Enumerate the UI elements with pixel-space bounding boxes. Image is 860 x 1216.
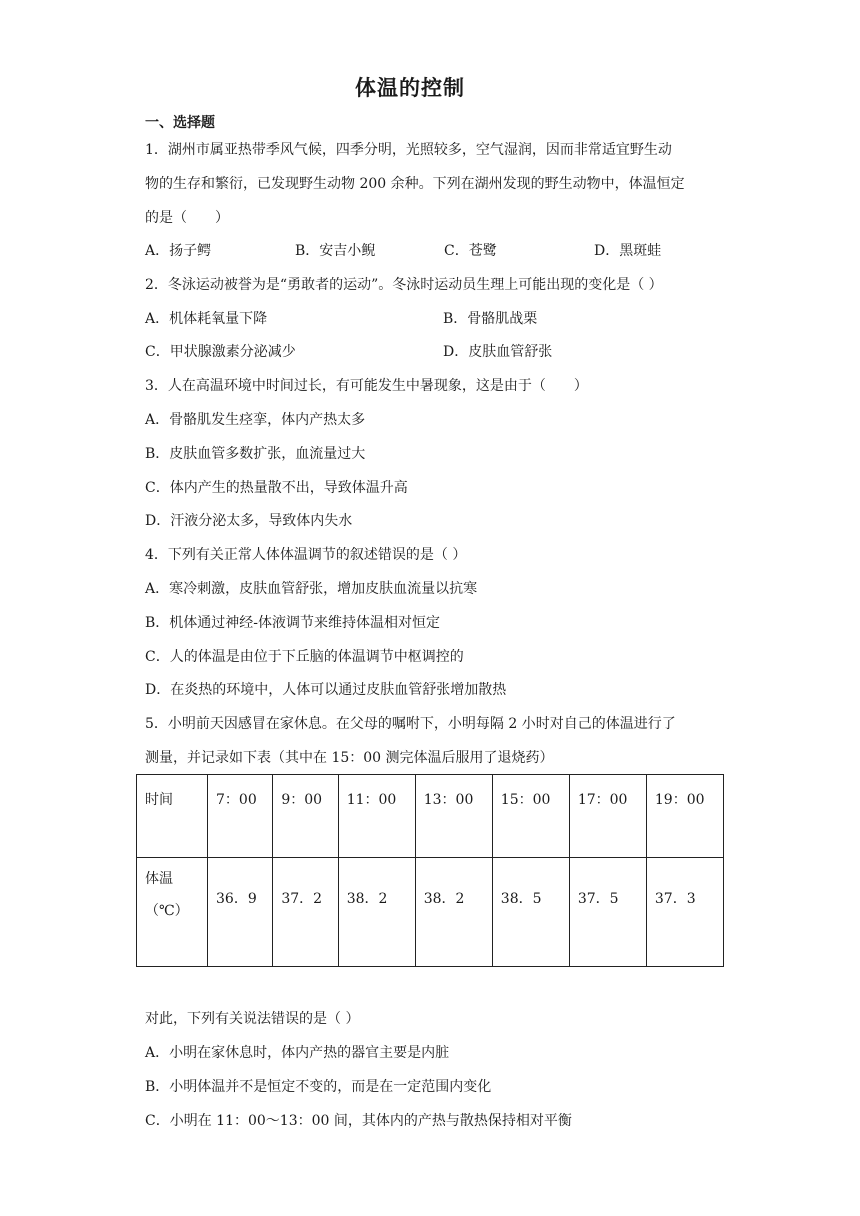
temperature-value: 37．2 xyxy=(281,890,323,907)
table-cell-temperature xyxy=(415,857,492,966)
temperature-value: 37．3 xyxy=(654,890,696,907)
q4-option-b: B．机体通过神经-体液调节来维持体温相对恒定 xyxy=(145,615,441,631)
table-cell-time: 17：00 xyxy=(569,775,646,858)
table-cell-time: 15：00 xyxy=(492,775,569,858)
q1-line-2: 物的生存和繁衍，已发现野生动物 200 余种。下列在湖州发现的野生动物中，体温恒定 xyxy=(145,176,685,192)
temperature-label: 体温 xyxy=(145,870,173,887)
table-header-time: 时间 xyxy=(137,775,208,858)
table-cell-time: 13：00 xyxy=(415,775,492,858)
q2-option-a: A．机体耗氧量下降 xyxy=(145,311,268,327)
q3-option-c: C．体内产生的热量散不出，导致体温升高 xyxy=(145,480,408,496)
table-cell-temperature xyxy=(273,857,338,966)
q2-option-c: C．甲状腺激素分泌减少 xyxy=(145,344,296,360)
section-heading: 一、选择题 xyxy=(145,115,215,131)
q5-line-1: 5．小明前天因感冒在家休息。在父母的嘱咐下，小明每隔 2 小时对自己的体温进行了 xyxy=(145,716,676,732)
temperature-value: 37．5 xyxy=(577,890,619,907)
table-cell-time: 7：00 xyxy=(208,775,273,858)
table-row-temperature xyxy=(137,857,724,966)
temperature-value: 38．2 xyxy=(423,890,465,907)
temperature-value: 38．2 xyxy=(346,890,388,907)
q3-stem: 3．人在高温环境中时间过长，有可能发生中暑现象，这是由于（ ） xyxy=(145,378,588,394)
q5-followup: 对此，下列有关说法错误的是（ ） xyxy=(145,1011,360,1027)
temperature-value: 36．9 xyxy=(216,890,257,907)
q4-option-d: D．在炎热的环境中，人体可以通过皮肤血管舒张增加散热 xyxy=(145,682,507,698)
q3-option-d: D．汗液分泌太多，导致体内失水 xyxy=(145,513,353,529)
table-cell-temperature xyxy=(338,857,415,966)
q1-line-3: 的是（ ） xyxy=(145,210,229,226)
table-cell-temperature xyxy=(569,857,646,966)
q2-option-d: D．皮肤血管舒张 xyxy=(443,344,553,360)
table-row-time xyxy=(137,775,724,858)
table-cell-time: 11：00 xyxy=(338,775,415,858)
q2-stem: 2．冬泳运动被誉为是“勇敢者的运动”。冬泳时运动员生理上可能出现的变化是（ ） xyxy=(145,277,663,293)
q1-option-d: D．黑斑蛙 xyxy=(594,243,662,259)
table-header-temperature xyxy=(137,857,208,966)
q1-option-c: C．苍鹭 xyxy=(444,243,497,259)
table-cell-temperature xyxy=(208,857,273,966)
q3-option-a: A．骨骼肌发生痉挛，体内产热太多 xyxy=(145,412,366,428)
q1-option-a: A．扬子鳄 xyxy=(145,243,212,259)
q5-option-b: B．小明体温并不是恒定不变的，而是在一定范围内变化 xyxy=(145,1079,492,1095)
q1-option-b: B．安吉小鲵 xyxy=(295,243,376,259)
q5-option-c: C．小明在 11：00～13：00 间，其体内的产热与散热保持相对平衡 xyxy=(145,1113,572,1129)
q4-option-a: A．寒冷刺激，皮肤血管舒张，增加皮肤血流量以抗寒 xyxy=(145,581,478,597)
table-cell-time: 9：00 xyxy=(273,775,338,858)
temperature-table xyxy=(136,774,724,967)
temperature-value: 38．5 xyxy=(500,890,542,907)
table-cell-temperature xyxy=(492,857,569,966)
q5-line-2: 测量，并记录如下表（其中在 15：00 测完体温后服用了退烧药） xyxy=(145,750,554,766)
q4-option-c: C．人的体温是由位于下丘脑的体温调节中枢调控的 xyxy=(145,649,464,665)
q5-option-a: A．小明在家休息时，体内产热的器官主要是内脏 xyxy=(145,1045,450,1061)
temperature-unit: （℃） xyxy=(145,902,189,919)
page-title: 体温的控制 xyxy=(355,76,465,100)
table-cell-temperature xyxy=(646,857,723,966)
q2-option-b: B．骨骼肌战栗 xyxy=(443,311,538,327)
q3-option-b: B．皮肤血管多数扩张，血流量过大 xyxy=(145,446,366,462)
q4-stem: 4．下列有关正常人体体温调节的叙述错误的是（ ） xyxy=(145,547,467,563)
q1-line-1: 1．湖州市属亚热带季风气候，四季分明，光照较多，空气湿润，因而非常适宜野生动 xyxy=(145,142,672,158)
table-cell-time: 19：00 xyxy=(646,775,723,858)
